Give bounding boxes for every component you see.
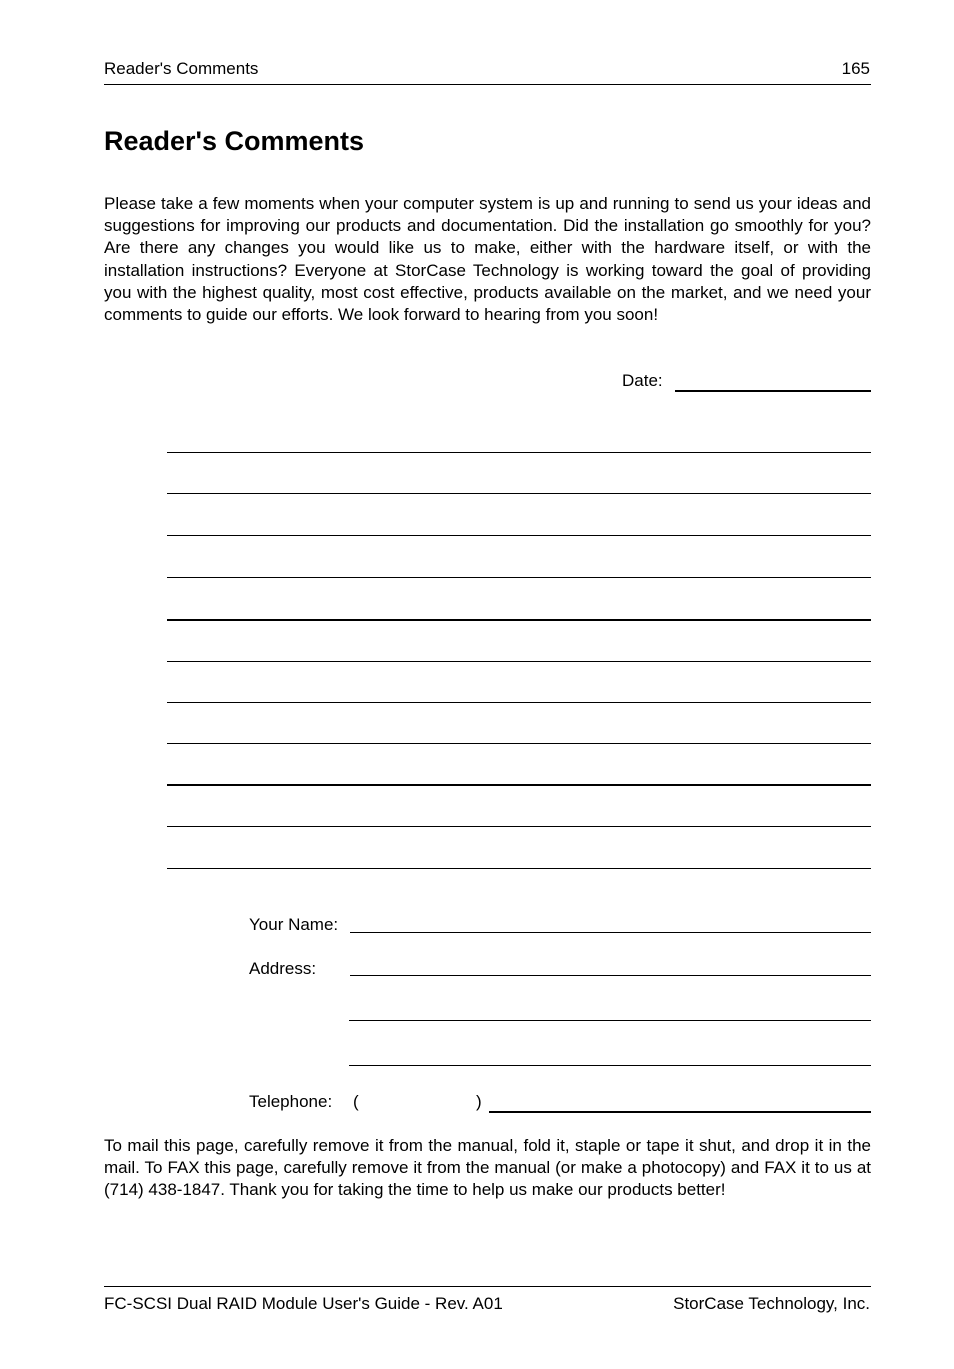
footer-rule	[104, 1286, 871, 1287]
comment-line[interactable]	[167, 619, 871, 621]
header-rule	[104, 84, 871, 85]
footer-company: StorCase Technology, Inc.	[673, 1294, 870, 1313]
date-field-line[interactable]	[675, 390, 871, 392]
telephone-label: Telephone:	[249, 1092, 333, 1111]
comment-line[interactable]	[167, 452, 871, 453]
footer-doc-title: FC-SCSI Dual RAID Module User's Guide - Rev. A01	[104, 1294, 503, 1313]
area-code-close-paren: )	[476, 1092, 482, 1111]
comment-line[interactable]	[167, 743, 871, 744]
name-label: Your Name:	[249, 915, 339, 934]
address-label: Address:	[249, 959, 317, 978]
running-header-title: Reader's Comments	[104, 59, 259, 78]
page-number: 165	[841, 59, 870, 78]
address-field-line-2[interactable]	[349, 1020, 871, 1021]
address-field-line-3[interactable]	[349, 1065, 871, 1066]
comment-line[interactable]	[167, 661, 871, 662]
date-label: Date:	[622, 371, 663, 390]
address-field-line-1[interactable]	[350, 975, 871, 976]
telephone-field-line[interactable]	[489, 1111, 871, 1113]
comment-line[interactable]	[167, 577, 871, 578]
area-code-open-paren: (	[353, 1092, 359, 1111]
intro-paragraph: Please take a few moments when your computer system is up and running to send us your ideas and suggestions for improving our products and documentation. Did the installation go smoothly for you? Are there any changes you would like us to make, either with the hardware itself, or with the installation instructions? Everyone at StorCase Technology is working toward the goal of providing you with the highest quality, most cost effective, products available on the market, and we need your comments to guide our efforts. We look forward to hearing from you soon!	[104, 194, 871, 325]
comment-line[interactable]	[167, 784, 871, 786]
comment-line[interactable]	[167, 868, 871, 869]
mailing-instructions: To mail this page, carefully remove it from the manual, fold it, staple or tape it shut, and drop it in the mail. To FAX this page, carefully remove it from the manual (or make a photocopy) and FAX it to us at (714) 438-1847. Thank you for taking the time to help us make our products better!	[104, 1136, 871, 1200]
page-title: Reader's Comments	[104, 126, 365, 156]
comment-line[interactable]	[167, 493, 871, 494]
comment-line[interactable]	[167, 826, 871, 827]
comment-line[interactable]	[167, 702, 871, 703]
name-field-line[interactable]	[350, 932, 871, 933]
comment-line[interactable]	[167, 535, 871, 536]
